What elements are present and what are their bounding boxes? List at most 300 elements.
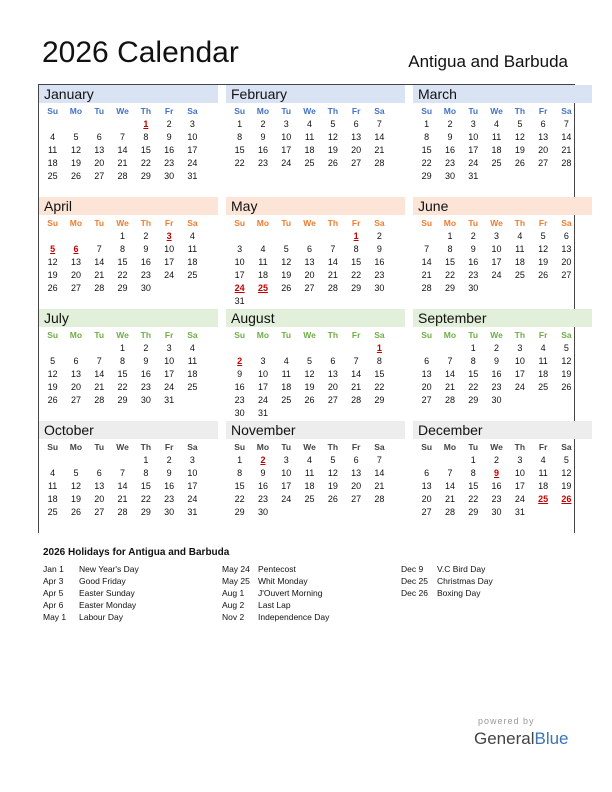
day-cell: 2 xyxy=(494,455,500,465)
day-cell: 15 xyxy=(140,145,151,155)
day-cell: 4 xyxy=(189,231,195,241)
day-cell: 15 xyxy=(374,369,385,379)
day-cell: 31 xyxy=(187,171,198,181)
week-row xyxy=(39,454,218,467)
holiday-name: Last Lap xyxy=(258,600,291,610)
holiday-date: Aug 1 xyxy=(222,588,245,598)
week-row xyxy=(413,282,592,295)
weekday-label: Tu xyxy=(468,218,479,228)
day-cell: 19 xyxy=(70,158,81,168)
week-row xyxy=(226,243,405,256)
week-row xyxy=(226,282,405,295)
empty-day-cell xyxy=(275,230,298,243)
holiday-item xyxy=(222,587,329,599)
day-cell: 14 xyxy=(444,481,455,491)
calendar-grid xyxy=(38,84,575,533)
holiday-name: J'Ouvert Morning xyxy=(258,588,323,598)
empty-day-cell xyxy=(88,118,111,131)
day-cell: 5 xyxy=(540,231,546,241)
week-row xyxy=(39,394,218,407)
quarter-row xyxy=(38,309,575,421)
day-cell: 31 xyxy=(164,395,175,405)
holiday-name: Boxing Day xyxy=(437,588,481,598)
day-cell: 31 xyxy=(234,296,245,306)
week-row xyxy=(413,394,592,407)
day-cell: 25 xyxy=(304,494,315,504)
holiday-item xyxy=(222,563,329,575)
day-cell: 29 xyxy=(421,171,432,181)
holiday-date: May 1 xyxy=(43,612,67,622)
day-cell: 7 xyxy=(120,132,126,142)
day-cell: 8 xyxy=(237,468,243,478)
holiday-day-cell: 24 xyxy=(234,283,245,293)
day-cell: 23 xyxy=(164,494,175,504)
holiday-item xyxy=(43,611,139,623)
generalblue-logo[interactable] xyxy=(474,729,569,749)
day-cell: 15 xyxy=(234,145,245,155)
empty-day-cell xyxy=(438,454,461,467)
weekday-label: Su xyxy=(234,442,246,452)
holiday-name: Good Friday xyxy=(79,576,126,586)
weekday-label: Th xyxy=(140,218,152,228)
day-cell: 7 xyxy=(353,356,359,366)
day-cell: 19 xyxy=(70,494,81,504)
day-cell: 15 xyxy=(444,257,455,267)
day-cell: 10 xyxy=(514,468,525,478)
day-cell: 7 xyxy=(447,468,453,478)
day-cell: 3 xyxy=(237,244,243,254)
day-cell: 10 xyxy=(257,369,268,379)
week-row xyxy=(39,493,218,506)
holiday-item xyxy=(222,599,329,611)
day-cell: 6 xyxy=(330,356,336,366)
day-cell: 28 xyxy=(351,395,362,405)
day-cell: 10 xyxy=(187,132,198,142)
day-cell: 25 xyxy=(281,395,292,405)
day-cell: 7 xyxy=(447,356,453,366)
day-cell: 27 xyxy=(561,270,572,280)
quarter-row xyxy=(38,197,575,309)
weekday-label: Sa xyxy=(187,330,198,340)
day-cell: 21 xyxy=(117,158,128,168)
day-cell: 13 xyxy=(351,132,362,142)
day-cell: 16 xyxy=(234,382,245,392)
empty-day-cell xyxy=(321,295,344,308)
day-cell: 25 xyxy=(47,507,58,517)
week-row xyxy=(226,118,405,131)
day-cell: 23 xyxy=(491,494,502,504)
weekday-label: Th xyxy=(140,442,152,452)
month-june xyxy=(413,197,592,309)
weekday-label: Tu xyxy=(94,330,105,340)
empty-day-cell xyxy=(181,394,204,407)
day-cell: 21 xyxy=(444,494,455,504)
day-cell: 15 xyxy=(421,145,432,155)
empty-day-cell xyxy=(41,342,64,355)
day-cell: 25 xyxy=(491,158,502,168)
day-cell: 1 xyxy=(470,455,476,465)
day-cell: 14 xyxy=(561,132,572,142)
day-cell: 6 xyxy=(96,468,102,478)
week-row xyxy=(413,118,592,131)
day-cell: 11 xyxy=(47,481,58,491)
day-cell: 28 xyxy=(94,395,105,405)
day-cell: 7 xyxy=(424,244,430,254)
week-row xyxy=(226,355,405,368)
day-cell: 4 xyxy=(189,343,195,353)
weekday-label: Tu xyxy=(281,442,292,452)
day-cell: 11 xyxy=(187,244,198,254)
holiday-date: May 25 xyxy=(222,576,250,586)
week-row xyxy=(413,368,592,381)
day-cell: 25 xyxy=(304,158,315,168)
day-cell: 13 xyxy=(351,468,362,478)
day-cell: 9 xyxy=(376,244,382,254)
day-cell: 23 xyxy=(140,270,151,280)
day-cell: 27 xyxy=(351,158,362,168)
day-cell: 6 xyxy=(73,356,79,366)
day-cell: 12 xyxy=(47,257,58,267)
day-cell: 12 xyxy=(514,132,525,142)
holiday-day-cell: 3 xyxy=(166,231,172,241)
day-cell: 3 xyxy=(494,231,500,241)
month-name: July xyxy=(39,309,218,327)
day-cell: 9 xyxy=(447,132,453,142)
day-cell: 22 xyxy=(140,158,151,168)
quarter-row xyxy=(38,84,575,197)
day-cell: 18 xyxy=(281,382,292,392)
day-cell: 23 xyxy=(468,270,479,280)
day-cell: 6 xyxy=(307,244,313,254)
weekday-label: Fr xyxy=(164,442,174,452)
holiday-name: Easter Monday xyxy=(79,600,137,610)
day-cell: 6 xyxy=(96,132,102,142)
day-cell: 18 xyxy=(538,369,549,379)
day-cell: 31 xyxy=(468,171,479,181)
day-cell: 10 xyxy=(187,468,198,478)
weekday-header xyxy=(413,216,592,230)
day-cell: 25 xyxy=(514,270,525,280)
empty-day-cell xyxy=(531,506,554,519)
day-cell: 13 xyxy=(327,369,338,379)
week-row xyxy=(39,170,218,183)
day-cell: 7 xyxy=(96,356,102,366)
month-february xyxy=(226,85,405,197)
day-cell: 5 xyxy=(50,356,56,366)
weekday-label: Sa xyxy=(561,442,572,452)
day-cell: 7 xyxy=(96,244,102,254)
week-row xyxy=(413,467,592,480)
day-cell: 22 xyxy=(468,494,479,504)
week-row xyxy=(226,295,405,308)
week-row xyxy=(226,157,405,170)
empty-day-cell xyxy=(415,230,438,243)
weekday-label: Su xyxy=(421,442,433,452)
day-cell: 1 xyxy=(447,231,453,241)
day-cell: 28 xyxy=(374,494,385,504)
day-cell: 11 xyxy=(47,145,58,155)
day-cell: 14 xyxy=(94,369,105,379)
day-cell: 20 xyxy=(304,270,315,280)
empty-day-cell xyxy=(508,282,531,295)
day-cell: 19 xyxy=(327,145,338,155)
day-cell: 20 xyxy=(421,382,432,392)
day-cell: 20 xyxy=(351,145,362,155)
day-cell: 18 xyxy=(187,369,198,379)
weekday-label: Tu xyxy=(94,106,105,116)
holidays-title: 2026 Holidays for Antigua and Barbuda xyxy=(43,547,230,558)
day-cell: 13 xyxy=(538,132,549,142)
holiday-date: Dec 26 xyxy=(401,588,428,598)
weekday-label: Mo xyxy=(256,218,270,228)
day-cell: 1 xyxy=(237,455,243,465)
weekday-label: Tu xyxy=(281,218,292,228)
day-cell: 20 xyxy=(421,494,432,504)
day-cell: 16 xyxy=(491,481,502,491)
weekday-label: We xyxy=(490,330,503,340)
day-cell: 2 xyxy=(166,119,172,129)
day-cell: 11 xyxy=(304,468,315,478)
empty-day-cell xyxy=(531,282,554,295)
weekday-label: We xyxy=(303,106,316,116)
day-cell: 30 xyxy=(374,283,385,293)
day-cell: 26 xyxy=(47,395,58,405)
day-cell: 11 xyxy=(281,369,291,379)
weekday-label: Tu xyxy=(94,442,105,452)
weekday-label: Mo xyxy=(256,330,270,340)
day-cell: 26 xyxy=(304,395,315,405)
day-cell: 29 xyxy=(351,283,362,293)
week-row xyxy=(39,355,218,368)
day-cell: 30 xyxy=(140,283,151,293)
day-cell: 10 xyxy=(514,356,525,366)
empty-day-cell xyxy=(157,282,180,295)
day-cell: 31 xyxy=(514,507,525,517)
holiday-date: Dec 25 xyxy=(401,576,428,586)
day-cell: 6 xyxy=(424,468,430,478)
day-cell: 3 xyxy=(166,343,172,353)
day-cell: 5 xyxy=(563,455,569,465)
holiday-name: Pentecost xyxy=(258,564,296,574)
day-cell: 24 xyxy=(164,270,175,280)
weekday-label: Su xyxy=(421,218,433,228)
weekday-label: Fr xyxy=(164,106,174,116)
weekday-header xyxy=(39,216,218,230)
day-cell: 17 xyxy=(257,382,268,392)
day-cell: 21 xyxy=(117,494,128,504)
weekday-header xyxy=(226,104,405,118)
holiday-day-cell: 2 xyxy=(260,455,266,465)
empty-day-cell xyxy=(344,506,367,519)
day-cell: 17 xyxy=(234,270,245,280)
day-cell: 14 xyxy=(351,369,362,379)
weekday-label: Tu xyxy=(94,218,105,228)
day-cell: 18 xyxy=(47,158,58,168)
holiday-date: Nov 2 xyxy=(222,612,245,622)
empty-day-cell xyxy=(88,342,111,355)
month-april xyxy=(39,197,218,309)
day-cell: 7 xyxy=(120,468,126,478)
day-cell: 11 xyxy=(491,132,502,142)
day-cell: 29 xyxy=(468,395,479,405)
day-cell: 14 xyxy=(444,369,455,379)
day-cell: 14 xyxy=(327,257,338,267)
day-cell: 26 xyxy=(281,283,292,293)
weekday-label: Fr xyxy=(351,106,361,116)
week-row xyxy=(39,506,218,519)
week-row xyxy=(39,467,218,480)
day-cell: 14 xyxy=(421,257,432,267)
day-cell: 22 xyxy=(117,270,128,280)
day-cell: 14 xyxy=(94,257,105,267)
empty-day-cell xyxy=(485,170,508,183)
day-cell: 1 xyxy=(470,343,476,353)
day-cell: 11 xyxy=(187,356,198,366)
empty-day-cell xyxy=(64,342,87,355)
day-cell: 12 xyxy=(327,132,338,142)
day-cell: 25 xyxy=(187,382,198,392)
weekday-label: Th xyxy=(327,442,339,452)
day-cell: 19 xyxy=(304,382,315,392)
empty-day-cell xyxy=(415,454,438,467)
week-row xyxy=(39,131,218,144)
day-cell: 18 xyxy=(187,257,198,267)
day-cell: 6 xyxy=(424,356,430,366)
holiday-day-cell: 1 xyxy=(376,343,382,353)
weekday-label: Mo xyxy=(256,106,270,116)
empty-day-cell xyxy=(228,230,251,243)
day-cell: 6 xyxy=(353,119,359,129)
day-cell: 4 xyxy=(307,455,313,465)
month-july xyxy=(39,309,218,421)
day-cell: 1 xyxy=(424,119,430,129)
day-cell: 5 xyxy=(563,343,569,353)
day-cell: 28 xyxy=(117,171,128,181)
weekday-label: Th xyxy=(327,218,339,228)
day-cell: 27 xyxy=(351,494,362,504)
month-name: August xyxy=(226,309,405,327)
week-row xyxy=(39,157,218,170)
brand-general: General xyxy=(474,729,535,748)
holiday-day-cell: 2 xyxy=(237,356,243,366)
weekday-label: Th xyxy=(514,330,526,340)
day-cell: 9 xyxy=(166,468,172,478)
brand-blue: Blue xyxy=(534,729,569,748)
week-row xyxy=(226,454,405,467)
day-cell: 7 xyxy=(330,244,336,254)
weekday-label: Su xyxy=(47,442,59,452)
day-cell: 13 xyxy=(421,481,432,491)
empty-day-cell xyxy=(368,295,391,308)
day-cell: 12 xyxy=(281,257,292,267)
weekday-label: Sa xyxy=(187,442,198,452)
day-cell: 10 xyxy=(164,244,175,254)
day-cell: 13 xyxy=(304,257,315,267)
weekday-header xyxy=(413,328,592,342)
weekday-label: Fr xyxy=(538,330,548,340)
day-cell: 13 xyxy=(94,481,105,491)
weekday-label: Fr xyxy=(164,330,174,340)
day-cell: 30 xyxy=(444,171,455,181)
day-cell: 28 xyxy=(561,158,572,168)
day-cell: 2 xyxy=(260,119,266,129)
empty-day-cell xyxy=(41,454,64,467)
day-cell: 9 xyxy=(260,468,266,478)
week-row xyxy=(226,256,405,269)
day-cell: 12 xyxy=(70,481,81,491)
empty-day-cell xyxy=(555,394,578,407)
holiday-item xyxy=(43,587,139,599)
empty-day-cell xyxy=(508,170,531,183)
empty-day-cell xyxy=(344,342,367,355)
weekday-label: Su xyxy=(47,330,59,340)
weekday-label: Su xyxy=(421,330,433,340)
holiday-item xyxy=(222,575,329,587)
day-cell: 18 xyxy=(538,481,549,491)
holiday-date: May 24 xyxy=(222,564,250,574)
weekday-label: Su xyxy=(234,330,246,340)
day-cell: 28 xyxy=(374,158,385,168)
weekday-label: Mo xyxy=(443,330,457,340)
day-cell: 8 xyxy=(120,244,126,254)
day-cell: 3 xyxy=(283,119,289,129)
weekday-label: Mo xyxy=(69,106,83,116)
day-cell: 24 xyxy=(514,382,525,392)
weekday-label: Fr xyxy=(164,218,174,228)
day-cell: 2 xyxy=(166,455,172,465)
week-row xyxy=(39,480,218,493)
weekday-label: Su xyxy=(234,106,246,116)
weekday-header xyxy=(39,440,218,454)
week-row xyxy=(226,381,405,394)
day-cell: 23 xyxy=(374,270,385,280)
day-cell: 10 xyxy=(281,132,292,142)
day-cell: 29 xyxy=(444,283,455,293)
day-cell: 5 xyxy=(73,132,79,142)
holiday-day-cell: 25 xyxy=(257,283,268,293)
day-cell: 9 xyxy=(143,244,149,254)
empty-day-cell xyxy=(275,407,298,420)
day-cell: 26 xyxy=(70,507,81,517)
day-cell: 1 xyxy=(120,231,126,241)
day-cell: 8 xyxy=(447,244,453,254)
week-row xyxy=(39,243,218,256)
day-cell: 23 xyxy=(140,382,151,392)
weekday-label: Su xyxy=(47,218,59,228)
weekday-header xyxy=(413,104,592,118)
weekday-header xyxy=(226,216,405,230)
month-name: February xyxy=(226,85,405,103)
weekday-label: Fr xyxy=(538,106,548,116)
day-cell: 22 xyxy=(234,158,245,168)
empty-day-cell xyxy=(251,230,274,243)
day-cell: 28 xyxy=(444,395,455,405)
day-cell: 27 xyxy=(421,395,432,405)
day-cell: 9 xyxy=(260,132,266,142)
day-cell: 8 xyxy=(376,356,382,366)
day-cell: 17 xyxy=(164,369,175,379)
weekday-label: Mo xyxy=(69,218,83,228)
day-cell: 17 xyxy=(164,257,175,267)
day-cell: 30 xyxy=(164,507,175,517)
day-cell: 7 xyxy=(376,119,382,129)
weekday-label: Tu xyxy=(468,442,479,452)
empty-day-cell xyxy=(415,342,438,355)
day-cell: 7 xyxy=(376,455,382,465)
week-row xyxy=(39,256,218,269)
weekday-header xyxy=(39,104,218,118)
day-cell: 31 xyxy=(257,408,268,418)
